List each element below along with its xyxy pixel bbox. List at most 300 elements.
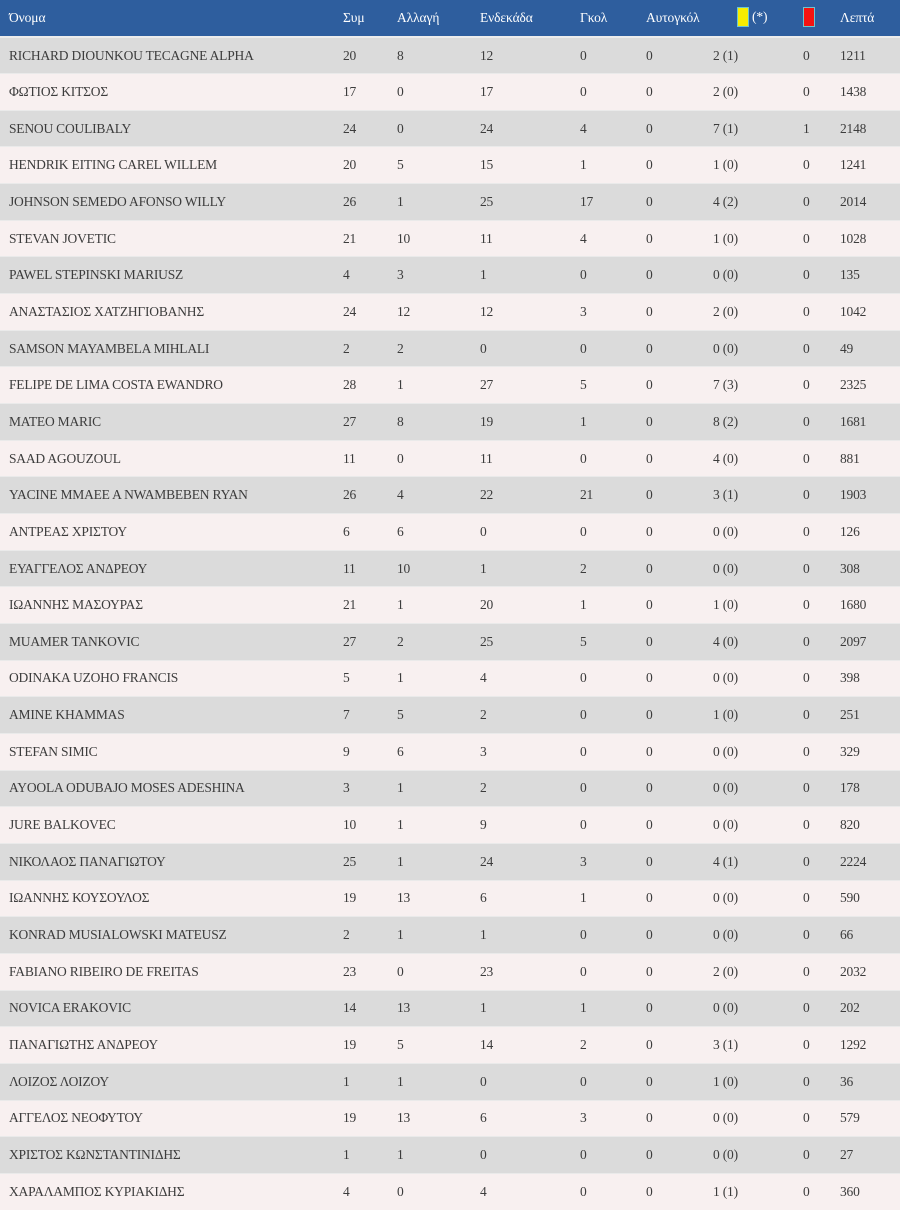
substitutions-cell: 1 [397,587,480,624]
player-name-cell[interactable]: ΧΡΙΣΤΟΣ ΚΩΝΣΤΑΝΤΙΝΙΔΗΣ [0,1137,343,1174]
appearances-cell: 1 [343,1063,397,1100]
red-cards-cell: 0 [803,660,840,697]
appearances-cell: 20 [343,147,397,184]
red-cards-cell: 0 [803,770,840,807]
table-row [0,1100,900,1137]
substitutions-cell: 0 [397,1173,480,1210]
header-row [0,0,900,37]
header-substitutions: Αλλαγή [397,0,480,37]
substitutions-cell: 6 [397,514,480,551]
substitutions-cell: 1 [397,660,480,697]
yellow-cards-cell: 8 (2) [713,404,803,441]
substitutions-cell: 10 [397,220,480,257]
player-name-cell[interactable]: SENOU COULIBALY [0,110,343,147]
red-cards-cell: 0 [803,184,840,221]
player-name-cell[interactable]: ΑΝΤΡΕΑΣ ΧΡΙΣΤΟΥ [0,514,343,551]
player-name-cell[interactable]: JURE BALKOVEC [0,807,343,844]
own-goals-cell: 0 [646,1063,713,1100]
player-name-cell[interactable]: ΑΓΓΕΛΟΣ ΝΕΟΦΥΤΟΥ [0,1100,343,1137]
table-row [0,624,900,661]
starting-eleven-cell: 1 [480,990,580,1027]
substitutions-cell: 1 [397,1137,480,1174]
yellow-cards-cell: 0 (0) [713,330,803,367]
red-cards-cell: 0 [803,404,840,441]
yellow-cards-cell: 0 (0) [713,880,803,917]
yellow-cards-cell: 1 (0) [713,1063,803,1100]
minutes-cell: 2032 [840,953,900,990]
appearances-cell: 1 [343,1137,397,1174]
starting-eleven-cell: 0 [480,1137,580,1174]
red-cards-cell: 0 [803,294,840,331]
goals-cell: 0 [580,953,646,990]
red-cards-cell: 0 [803,1100,840,1137]
red-cards-cell: 0 [803,257,840,294]
appearances-cell: 25 [343,843,397,880]
starting-eleven-cell: 14 [480,1027,580,1064]
goals-cell: 0 [580,74,646,111]
appearances-cell: 27 [343,624,397,661]
table-row [0,37,900,74]
appearances-cell: 14 [343,990,397,1027]
yellow-cards-cell: 2 (0) [713,294,803,331]
own-goals-cell: 0 [646,37,713,74]
table-row [0,477,900,514]
appearances-cell: 3 [343,770,397,807]
goals-cell: 5 [580,624,646,661]
goals-cell: 17 [580,184,646,221]
table-row [0,147,900,184]
red-cards-cell: 0 [803,440,840,477]
own-goals-cell: 0 [646,550,713,587]
yellow-cards-cell: 2 (1) [713,37,803,74]
substitutions-cell: 1 [397,1063,480,1100]
yellow-cards-cell: 7 (3) [713,367,803,404]
goals-cell: 21 [580,477,646,514]
minutes-cell: 308 [840,550,900,587]
starting-eleven-cell: 1 [480,917,580,954]
own-goals-cell: 0 [646,1027,713,1064]
starting-eleven-cell: 25 [480,184,580,221]
starting-eleven-cell: 25 [480,624,580,661]
starting-eleven-cell: 6 [480,880,580,917]
goals-cell: 3 [580,294,646,331]
substitutions-cell: 13 [397,990,480,1027]
minutes-cell: 360 [840,1173,900,1210]
red-cards-cell: 0 [803,550,840,587]
appearances-cell: 24 [343,110,397,147]
red-cards-cell: 0 [803,880,840,917]
minutes-cell: 398 [840,660,900,697]
own-goals-cell: 0 [646,294,713,331]
minutes-cell: 881 [840,440,900,477]
appearances-cell: 21 [343,587,397,624]
goals-cell: 1 [580,880,646,917]
red-cards-cell: 0 [803,917,840,954]
appearances-cell: 9 [343,733,397,770]
starting-eleven-cell: 22 [480,477,580,514]
table-row [0,257,900,294]
starting-eleven-cell: 24 [480,843,580,880]
red-cards-cell: 0 [803,990,840,1027]
appearances-cell: 19 [343,1027,397,1064]
red-card-icon [803,7,815,27]
minutes-cell: 2224 [840,843,900,880]
appearances-cell: 4 [343,1173,397,1210]
player-table-body [0,37,900,1210]
player-name-cell[interactable]: JOHNSON SEMEDO AFONSO WILLY [0,184,343,221]
goals-cell: 3 [580,1100,646,1137]
goals-cell: 5 [580,367,646,404]
red-cards-cell: 0 [803,147,840,184]
appearances-cell: 23 [343,953,397,990]
player-name-cell[interactable]: AYOOLA ODUBAJO MOSES ADESHINA [0,770,343,807]
own-goals-cell: 0 [646,74,713,111]
player-name-cell[interactable]: ΝΙΚΟΛΑΟΣ ΠΑΝΑΓΙΩΤΟΥ [0,843,343,880]
appearances-cell: 20 [343,37,397,74]
starting-eleven-cell: 12 [480,37,580,74]
yellow-cards-cell: 0 (0) [713,770,803,807]
player-name-cell[interactable]: SAMSON MAYAMBELA MIHLALI [0,330,343,367]
substitutions-cell: 5 [397,1027,480,1064]
substitutions-cell: 13 [397,880,480,917]
player-name-cell[interactable]: STEVAN JOVETIC [0,220,343,257]
goals-cell: 1 [580,587,646,624]
own-goals-cell: 0 [646,917,713,954]
table-row [0,367,900,404]
minutes-cell: 66 [840,917,900,954]
appearances-cell: 28 [343,367,397,404]
substitutions-cell: 2 [397,330,480,367]
minutes-cell: 1292 [840,1027,900,1064]
yellow-cards-cell: 4 (2) [713,184,803,221]
appearances-cell: 19 [343,880,397,917]
own-goals-cell: 0 [646,440,713,477]
substitutions-cell: 1 [397,367,480,404]
header-starting-eleven: Ενδεκάδα [480,0,580,37]
red-cards-cell: 0 [803,1027,840,1064]
minutes-cell: 2148 [840,110,900,147]
player-name-cell[interactable]: ΧΑΡΑΛΑΜΠΟΣ ΚΥΡΙΑΚΙΔΗΣ [0,1173,343,1210]
red-cards-cell: 0 [803,74,840,111]
starting-eleven-cell: 15 [480,147,580,184]
own-goals-cell: 0 [646,147,713,184]
substitutions-cell: 0 [397,953,480,990]
own-goals-cell: 0 [646,330,713,367]
substitutions-cell: 5 [397,147,480,184]
header-own-goals: Αυτογκόλ [646,0,713,37]
own-goals-cell: 0 [646,953,713,990]
table-row [0,660,900,697]
header-yellow-cards [713,0,803,37]
red-cards-cell: 0 [803,624,840,661]
yellow-cards-cell: 2 (0) [713,953,803,990]
substitutions-cell: 1 [397,770,480,807]
goals-cell: 0 [580,1173,646,1210]
red-cards-cell: 0 [803,587,840,624]
appearances-cell: 10 [343,807,397,844]
red-cards-cell: 0 [803,477,840,514]
table-row [0,294,900,331]
player-name-cell[interactable]: FABIANO RIBEIRO DE FREITAS [0,953,343,990]
yellow-cards-cell: 1 (0) [713,147,803,184]
yellow-card-icon [737,7,749,27]
starting-eleven-cell: 2 [480,770,580,807]
own-goals-cell: 0 [646,1173,713,1210]
player-name-cell[interactable]: ΑΝΑΣΤΑΣΙΟΣ ΧΑΤΖΗΓΙΟΒΑΝΗΣ [0,294,343,331]
own-goals-cell: 0 [646,110,713,147]
minutes-cell: 579 [840,1100,900,1137]
minutes-cell: 1211 [840,37,900,74]
goals-cell: 2 [580,550,646,587]
player-name-cell[interactable]: SAAD AGOUZOUL [0,440,343,477]
starting-eleven-cell: 11 [480,440,580,477]
red-cards-cell: 0 [803,367,840,404]
substitutions-cell: 8 [397,37,480,74]
appearances-cell: 26 [343,477,397,514]
substitutions-cell: 0 [397,440,480,477]
own-goals-cell: 0 [646,1137,713,1174]
yellow-cards-cell: 3 (1) [713,1027,803,1064]
table-row [0,220,900,257]
starting-eleven-cell: 17 [480,74,580,111]
minutes-cell: 126 [840,514,900,551]
player-name-cell[interactable]: ΙΩΑΝΝΗΣ ΚΟΥΣΟΥΛΟΣ [0,880,343,917]
yellow-cards-cell: 1 (0) [713,587,803,624]
minutes-cell: 2325 [840,367,900,404]
yellow-cards-cell: 7 (1) [713,110,803,147]
goals-cell: 0 [580,697,646,734]
header-appearances: Συμ [343,0,397,37]
goals-cell: 0 [580,917,646,954]
red-cards-cell: 0 [803,1063,840,1100]
starting-eleven-cell: 4 [480,660,580,697]
table-header [0,0,900,37]
goals-cell: 2 [580,1027,646,1064]
own-goals-cell: 0 [646,660,713,697]
goals-cell: 0 [580,440,646,477]
appearances-cell: 2 [343,917,397,954]
goals-cell: 0 [580,770,646,807]
table-row [0,74,900,111]
own-goals-cell: 0 [646,807,713,844]
table-row [0,1137,900,1174]
table-row [0,843,900,880]
player-name-cell[interactable]: ΕΥΑΓΓΕΛΟΣ ΑΝΔΡΕΟΥ [0,550,343,587]
player-name-cell[interactable]: PAWEL STEPINSKI MARIUSZ [0,257,343,294]
yellow-cards-cell: 4 (0) [713,440,803,477]
own-goals-cell: 0 [646,697,713,734]
table-row [0,953,900,990]
appearances-cell: 26 [343,184,397,221]
own-goals-cell: 0 [646,587,713,624]
table-row [0,587,900,624]
table-row [0,1063,900,1100]
goals-cell: 0 [580,257,646,294]
red-cards-cell: 1 [803,110,840,147]
player-name-cell[interactable]: MATEO MARIC [0,404,343,441]
starting-eleven-cell: 20 [480,587,580,624]
table-row [0,733,900,770]
minutes-cell: 2097 [840,624,900,661]
table-row [0,807,900,844]
own-goals-cell: 0 [646,733,713,770]
goals-cell: 0 [580,37,646,74]
own-goals-cell: 0 [646,220,713,257]
red-cards-cell: 0 [803,220,840,257]
yellow-cards-cell: 4 (0) [713,624,803,661]
substitutions-cell: 6 [397,733,480,770]
minutes-cell: 135 [840,257,900,294]
own-goals-cell: 0 [646,514,713,551]
yellow-cards-cell: 0 (0) [713,514,803,551]
yellow-cards-cell: 3 (1) [713,477,803,514]
starting-eleven-cell: 0 [480,1063,580,1100]
table-row [0,514,900,551]
yellow-cards-cell: 0 (0) [713,917,803,954]
starting-eleven-cell: 23 [480,953,580,990]
starting-eleven-cell: 19 [480,404,580,441]
header-goals: Γκολ [580,0,646,37]
yellow-cards-cell: 2 (0) [713,74,803,111]
own-goals-cell: 0 [646,367,713,404]
player-name-cell[interactable]: YACINE MMAEE A NWAMBEBEN RYAN [0,477,343,514]
substitutions-cell: 5 [397,697,480,734]
player-name-cell[interactable]: ΦΩΤΙΟΣ ΚΙΤΣΟΣ [0,74,343,111]
appearances-cell: 4 [343,257,397,294]
red-cards-cell: 0 [803,807,840,844]
minutes-cell: 27 [840,1137,900,1174]
table-row [0,917,900,954]
red-cards-cell: 0 [803,37,840,74]
own-goals-cell: 0 [646,843,713,880]
own-goals-cell: 0 [646,770,713,807]
goals-cell: 3 [580,843,646,880]
substitutions-cell: 0 [397,110,480,147]
appearances-cell: 19 [343,1100,397,1137]
header-red-cards [803,0,840,37]
substitutions-cell: 0 [397,74,480,111]
minutes-cell: 329 [840,733,900,770]
appearances-cell: 5 [343,660,397,697]
yellow-cards-suffix: (*) [752,9,768,25]
player-name-cell[interactable]: NOVICA ERAKOVIC [0,990,343,1027]
table-row [0,880,900,917]
starting-eleven-cell: 1 [480,257,580,294]
starting-eleven-cell: 1 [480,550,580,587]
yellow-cards-cell: 0 (0) [713,733,803,770]
player-name-cell[interactable]: HENDRIK EITING CAREL WILLEM [0,147,343,184]
table-row [0,1173,900,1210]
player-name-cell[interactable]: ODINAKA UZOHO FRANCIS [0,660,343,697]
table-row [0,440,900,477]
minutes-cell: 202 [840,990,900,1027]
yellow-cards-cell: 0 (0) [713,550,803,587]
substitutions-cell: 2 [397,624,480,661]
player-name-cell[interactable]: FELIPE DE LIMA COSTA EWANDRO [0,367,343,404]
appearances-cell: 2 [343,330,397,367]
appearances-cell: 27 [343,404,397,441]
table-row [0,550,900,587]
minutes-cell: 1028 [840,220,900,257]
substitutions-cell: 1 [397,917,480,954]
appearances-cell: 6 [343,514,397,551]
minutes-cell: 590 [840,880,900,917]
yellow-cards-cell: 0 (0) [713,257,803,294]
yellow-cards-cell: 0 (0) [713,1100,803,1137]
yellow-cards-cell: 0 (0) [713,1137,803,1174]
own-goals-cell: 0 [646,404,713,441]
appearances-cell: 21 [343,220,397,257]
goals-cell: 0 [580,514,646,551]
own-goals-cell: 0 [646,184,713,221]
appearances-cell: 11 [343,440,397,477]
appearances-cell: 24 [343,294,397,331]
starting-eleven-cell: 4 [480,1173,580,1210]
yellow-cards-cell: 1 (1) [713,1173,803,1210]
own-goals-cell: 0 [646,1100,713,1137]
player-name-cell[interactable]: ΠΑΝΑΓΙΩΤΗΣ ΑΝΔΡΕΟΥ [0,1027,343,1064]
player-name-cell[interactable]: ΙΩΑΝΝΗΣ ΜΑΣΟΥΡΑΣ [0,587,343,624]
player-name-cell[interactable]: KONRAD MUSIALOWSKI MATEUSZ [0,917,343,954]
starting-eleven-cell: 9 [480,807,580,844]
own-goals-cell: 0 [646,990,713,1027]
minutes-cell: 36 [840,1063,900,1100]
substitutions-cell: 1 [397,184,480,221]
player-name-cell[interactable]: ΛΟΙΖΟΣ ΛΟΙΖΟΥ [0,1063,343,1100]
goals-cell: 0 [580,1063,646,1100]
player-name-cell[interactable]: RICHARD DIOUNKOU TECAGNE ALPHA [0,37,343,74]
minutes-cell: 1903 [840,477,900,514]
red-cards-cell: 0 [803,514,840,551]
header-name: Όνομα [0,0,343,37]
red-cards-cell: 0 [803,330,840,367]
player-name-cell[interactable]: MUAMER TANKOVIC [0,624,343,661]
goals-cell: 1 [580,990,646,1027]
goals-cell: 0 [580,660,646,697]
starting-eleven-cell: 11 [480,220,580,257]
substitutions-cell: 1 [397,843,480,880]
goals-cell: 1 [580,147,646,184]
substitutions-cell: 10 [397,550,480,587]
minutes-cell: 1680 [840,587,900,624]
yellow-cards-cell: 4 (1) [713,843,803,880]
red-cards-cell: 0 [803,697,840,734]
minutes-cell: 1241 [840,147,900,184]
table-row [0,330,900,367]
own-goals-cell: 0 [646,624,713,661]
goals-cell: 4 [580,220,646,257]
starting-eleven-cell: 27 [480,367,580,404]
substitutions-cell: 12 [397,294,480,331]
goals-cell: 0 [580,330,646,367]
red-cards-cell: 0 [803,953,840,990]
minutes-cell: 820 [840,807,900,844]
yellow-cards-cell: 1 (0) [713,697,803,734]
own-goals-cell: 0 [646,257,713,294]
minutes-cell: 178 [840,770,900,807]
red-cards-cell: 0 [803,1137,840,1174]
player-name-cell[interactable]: AMINE KHAMMAS [0,697,343,734]
goals-cell: 1 [580,404,646,441]
table-row [0,990,900,1027]
yellow-cards-cell: 0 (0) [713,990,803,1027]
player-name-cell[interactable]: STEFAN SIMIC [0,733,343,770]
substitutions-cell: 13 [397,1100,480,1137]
goals-cell: 0 [580,807,646,844]
minutes-cell: 2014 [840,184,900,221]
goals-cell: 4 [580,110,646,147]
table-row [0,110,900,147]
